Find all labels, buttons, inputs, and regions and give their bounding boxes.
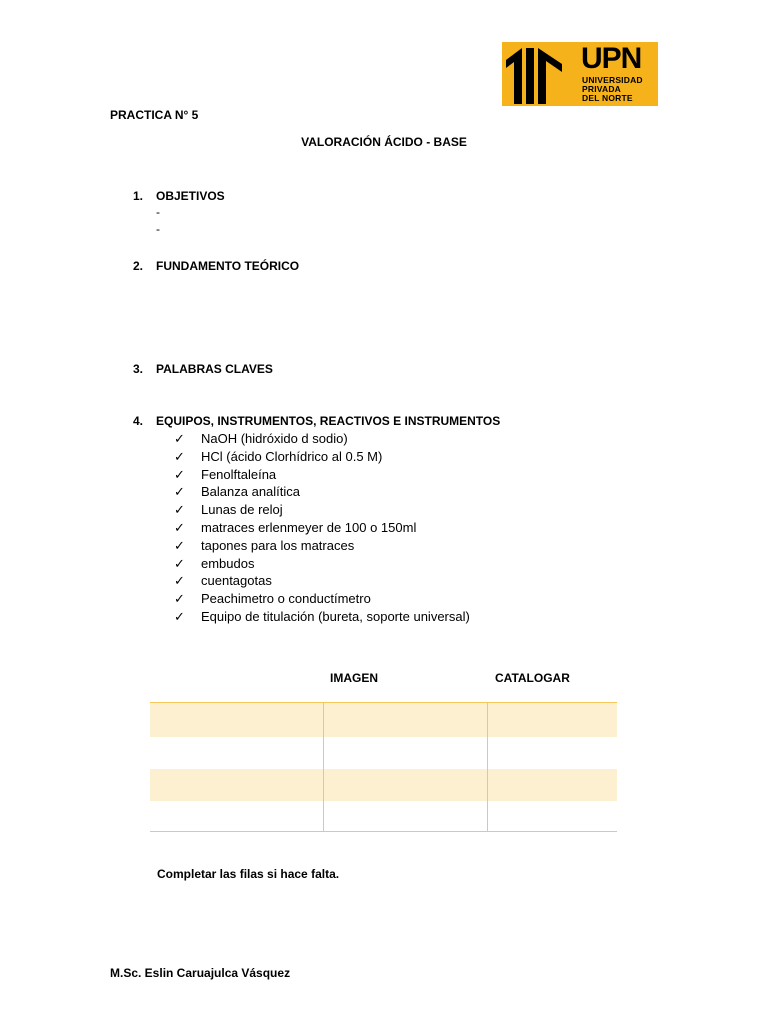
table-row: [150, 737, 617, 769]
document-title: VALORACIÓN ÁCIDO - BASE: [301, 135, 467, 149]
table-border: [150, 831, 617, 832]
checkmark-icon: ✓: [174, 609, 185, 624]
table-column-divider: [323, 702, 324, 832]
checkmark-icon: ✓: [174, 537, 185, 553]
checklist-item-label: embudos: [201, 555, 255, 571]
section-title-objetivos: OBJETIVOS: [156, 189, 225, 203]
checkmark-icon: ✓: [174, 573, 185, 589]
checkmark-icon: ✓: [174, 502, 185, 518]
table-header-catalogar: CATALOGAR: [495, 671, 570, 685]
catalog-table: [150, 702, 617, 832]
checkmark-icon: ✓: [174, 591, 185, 607]
checkmark-icon: ✓: [174, 466, 185, 482]
table-row: [150, 801, 617, 832]
section-number: 2.: [133, 259, 144, 273]
checklist-item-label: Fenolftaleína: [201, 466, 277, 482]
section-number: 4.: [133, 414, 144, 428]
logo-wordmark: UPN: [581, 42, 642, 75]
author-signature: M.Sc. Eslin Caruajulca Vásquez: [110, 966, 291, 980]
checkmark-icon: ✓: [174, 520, 185, 535]
section-number: 3.: [133, 362, 144, 376]
objective-bullet: -: [156, 205, 160, 219]
objective-bullet: -: [156, 222, 160, 236]
checklist-item-label: HCl (ácido Clorhídrico al 0.5 M): [201, 448, 383, 464]
checklist-item-label: matraces erlenmeyer de 100 o 150ml: [201, 520, 417, 535]
checklist-item-label: Equipo de titulación (bureta, soporte universal): [201, 609, 470, 624]
checklist-item-label: NaOH (hidróxido d sodio): [201, 431, 348, 446]
checkmark-icon: ✓: [174, 431, 185, 446]
table-row: [150, 769, 617, 801]
upn-logo: [502, 42, 658, 106]
logo-line-del-norte: DEL NORTE: [582, 93, 633, 103]
section-title-fundamento: FUNDAMENTO TEÓRICO: [156, 259, 300, 273]
section-number: 1.: [133, 189, 144, 203]
table-header-imagen: IMAGEN: [330, 671, 378, 685]
checkmark-icon: ✓: [174, 484, 185, 500]
logo-line-universidad: UNIVERSIDAD: [582, 75, 643, 85]
logo-line-privada: PRIVADA: [582, 84, 622, 94]
practice-number: PRACTICA N° 5: [110, 108, 199, 122]
checkmark-icon: ✓: [174, 448, 185, 464]
section-title-palabras-claves: PALABRAS CLAVES: [156, 362, 273, 376]
checklist-item-label: Peachimetro o conductímetro: [201, 591, 371, 607]
checklist-item-label: cuentagotas: [201, 573, 272, 589]
checklist-item-label: Balanza analítica: [201, 484, 301, 500]
table-border: [150, 702, 617, 703]
checklist-item-label: Lunas de reloj: [201, 502, 283, 518]
table-row: [150, 702, 617, 737]
table-column-divider: [487, 702, 488, 832]
checklist-item-label: tapones para los matraces: [201, 537, 355, 553]
upn-arrows-icon: [502, 42, 582, 106]
completion-note: Completar las filas si hace falta.: [157, 867, 340, 881]
section-title-equipos: EQUIPOS, INSTRUMENTOS, REACTIVOS E INSTRUMENTOS: [156, 414, 501, 428]
checkmark-icon: ✓: [174, 555, 185, 571]
